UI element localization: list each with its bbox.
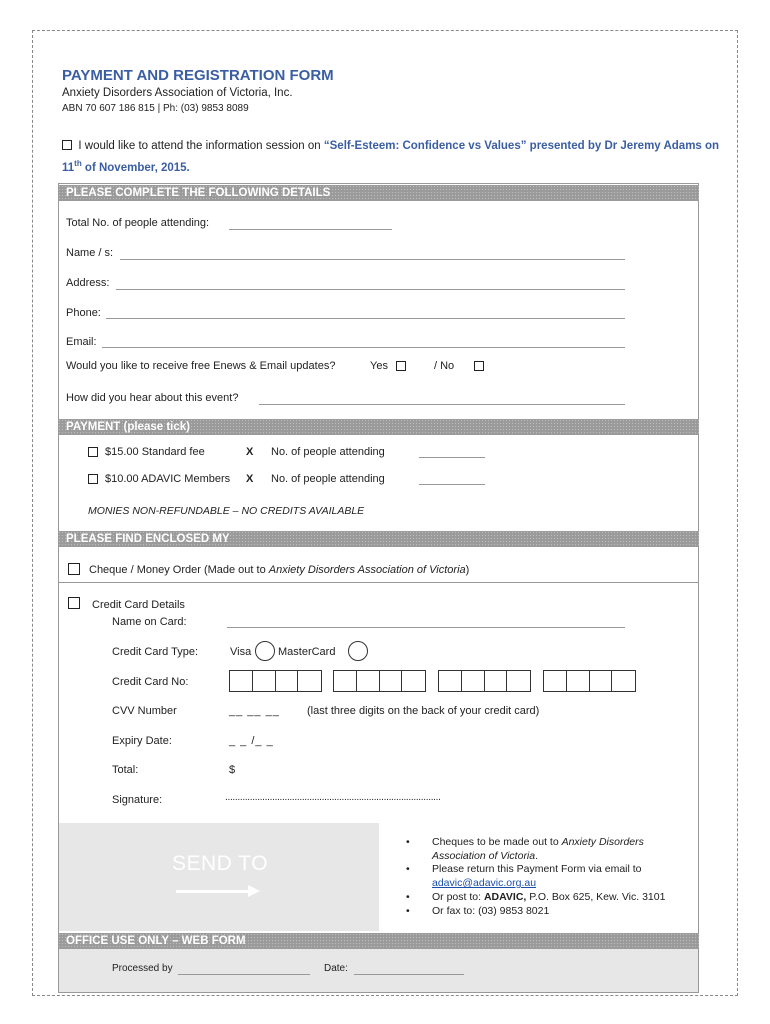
enews-label: Would you like to receive free Enews & Email updates? <box>66 360 336 372</box>
name-label: Name / s: <box>66 247 114 259</box>
list-item <box>404 863 694 890</box>
members-people-input[interactable] <box>419 484 485 485</box>
mastercard-radio[interactable] <box>348 641 368 661</box>
total-people-label: Total No. of people attending: <box>66 217 210 229</box>
office-date-label: Date: <box>324 963 348 974</box>
processed-by-input[interactable] <box>178 974 310 975</box>
post-suffix: P.O. Box 625, Kew. Vic. 3101 <box>526 890 666 903</box>
office-heading: OFFICE USE ONLY – WEB FORM <box>58 933 699 949</box>
card-no-label: Credit Card No: <box>112 676 189 688</box>
organization-name: Anxiety Disorders Association of Victoria, Inc. <box>62 87 293 99</box>
refund-note: MONIES NON-REFUNDABLE – NO CREDITS AVAILABLE <box>88 505 365 517</box>
send-to-panel <box>59 823 379 931</box>
session-prefix: I would like to attend the information session on <box>78 140 324 152</box>
cvv-input[interactable]: __ __ __ <box>229 705 280 717</box>
total-dollar[interactable]: $ <box>229 764 236 776</box>
cheques-suffix: . <box>535 849 539 862</box>
cheques-prefix: Cheques to be made out to <box>432 836 562 848</box>
session-sup: th <box>74 159 82 168</box>
email-input[interactable] <box>102 347 625 348</box>
post-bold: ADAVIC, <box>483 890 527 903</box>
standard-people-input[interactable] <box>419 457 485 458</box>
payment-heading: PAYMENT (please tick) <box>58 419 699 435</box>
credit-card-checkbox[interactable] <box>68 597 80 609</box>
cheques-org: Anxiety Disorders Association of Victoria <box>432 836 644 862</box>
name-on-card-input[interactable] <box>227 627 625 628</box>
cheque-suffix: ) <box>465 564 470 576</box>
enews-no-label: / No <box>434 360 455 372</box>
processed-by-label: Processed by <box>112 963 173 974</box>
address-label: Address: <box>66 277 110 289</box>
divider <box>59 582 698 583</box>
members-x: X <box>246 473 254 485</box>
return-instructions <box>404 836 694 918</box>
credit-card-label: Credit Card Details <box>92 599 185 611</box>
visa-radio[interactable] <box>255 641 275 661</box>
session-suffix: of November, 2015. <box>81 161 190 174</box>
hear-input[interactable] <box>259 404 625 405</box>
arrow-head-icon <box>248 885 260 897</box>
email-label: Email: <box>66 336 97 348</box>
signature-label: Signature: <box>112 794 163 806</box>
cheque-org: Anxiety Disorders Association of Victoria <box>268 564 466 576</box>
members-people-label: No. of people attending <box>271 473 385 485</box>
email-link[interactable]: adavic@adavic.org.au <box>432 877 537 890</box>
card-type-label: Credit Card Type: <box>112 646 199 658</box>
list-item <box>404 836 694 863</box>
expiry-input[interactable]: _ _ /_ _ <box>229 735 274 747</box>
session-attendance <box>62 137 722 177</box>
total-label: Total: <box>112 764 139 776</box>
enews-yes-checkbox[interactable] <box>396 361 406 371</box>
signature-input[interactable]: ....................................................................................... <box>225 792 441 803</box>
form-title: PAYMENT AND REGISTRATION FORM <box>62 67 334 84</box>
cheque-checkbox[interactable] <box>68 563 80 575</box>
cvv-label: CVV Number <box>112 705 177 717</box>
card-no-group-3[interactable] <box>438 670 531 692</box>
session-highlight: “Self-Esteem: Confidence vs Values” presented by Dr Jeremy Adams on 11 <box>62 140 720 174</box>
attend-checkbox[interactable] <box>62 140 72 150</box>
office-date-input[interactable] <box>354 974 464 975</box>
enclosed-heading: PLEASE FIND ENCLOSED MY <box>58 531 699 547</box>
phone-label: Phone: <box>66 307 101 319</box>
mastercard-label: MasterCard <box>278 646 336 658</box>
phone-input[interactable] <box>106 318 625 319</box>
standard-people-label: No. of people attending <box>271 446 385 458</box>
list-item <box>404 905 694 919</box>
enews-yes-label: Yes <box>370 360 388 372</box>
email-text: Please return this Payment Form via email to <box>432 863 642 876</box>
hear-label: How did you hear about this event? <box>66 392 239 404</box>
address-input[interactable] <box>116 289 625 290</box>
standard-fee-label: $15.00 Standard fee <box>105 446 205 458</box>
standard-x: X <box>246 446 254 458</box>
send-to-label: SEND TO <box>172 852 269 875</box>
name-input[interactable] <box>120 259 625 260</box>
standard-fee-checkbox[interactable] <box>88 447 98 457</box>
post-prefix: Or post to: <box>432 890 484 903</box>
list-item <box>404 891 694 905</box>
members-fee-checkbox[interactable] <box>88 474 98 484</box>
cheque-label <box>89 564 469 576</box>
arrow-right-icon <box>176 890 250 893</box>
members-fee-label: $10.00 ADAVIC Members <box>105 473 231 485</box>
card-no-group-1[interactable] <box>229 670 322 692</box>
enews-no-checkbox[interactable] <box>474 361 484 371</box>
card-no-group-2[interactable] <box>333 670 426 692</box>
abn-phone: ABN 70 607 186 815 | Ph: (03) 9853 8089 <box>62 103 249 114</box>
details-heading: PLEASE COMPLETE THE FOLLOWING DETAILS <box>58 185 699 201</box>
total-people-input[interactable] <box>229 229 392 230</box>
name-on-card-label: Name on Card: <box>112 616 187 628</box>
cvv-note: (last three digits on the back of your credit card) <box>307 705 540 717</box>
expiry-label: Expiry Date: <box>112 735 172 747</box>
visa-label: Visa <box>230 646 252 658</box>
cheque-prefix: Cheque / Money Order (Made out to <box>89 564 269 576</box>
card-no-group-4[interactable] <box>543 670 636 692</box>
fax-text: Or fax to: (03) 9853 8021 <box>432 904 550 917</box>
